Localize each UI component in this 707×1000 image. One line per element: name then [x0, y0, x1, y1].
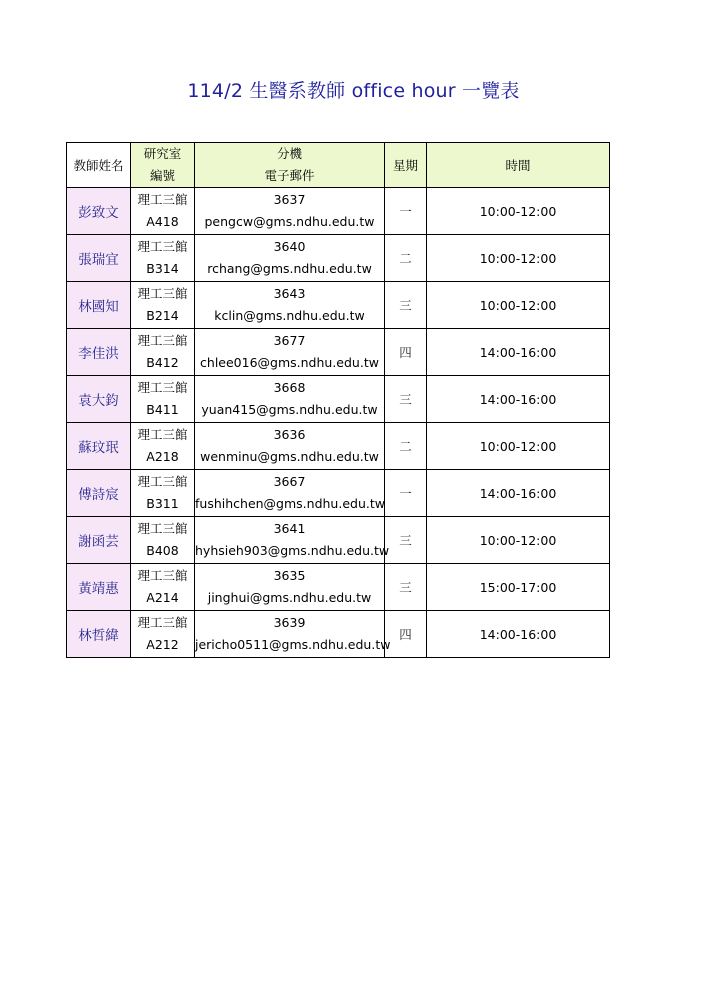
- building-name: 理工三館: [137, 192, 188, 207]
- teacher-name: 傅詩宸: [67, 470, 131, 517]
- time-slot: 10:00-12:00: [427, 282, 610, 329]
- phone-extension: 3641: [273, 521, 306, 536]
- email-address: kclin@gms.ndhu.edu.tw: [214, 308, 365, 323]
- phone-extension: 3635: [273, 568, 306, 583]
- time-slot: 14:00-16:00: [427, 329, 610, 376]
- building-name: 理工三館: [137, 427, 188, 442]
- teacher-name: 袁大鈞: [67, 376, 131, 423]
- table-body: [67, 188, 610, 658]
- teacher-name: 蘇玟珉: [67, 423, 131, 470]
- building-name: 理工三館: [137, 333, 188, 348]
- room-number: A418: [146, 214, 179, 229]
- email-address: yuan415@gms.ndhu.edu.tw: [201, 402, 378, 417]
- table-row: [67, 282, 610, 329]
- phone-extension: 3668: [273, 380, 306, 395]
- table-row: [67, 329, 610, 376]
- contact-cell: [195, 329, 385, 376]
- time-slot: 10:00-12:00: [427, 235, 610, 282]
- building-name: 理工三館: [137, 380, 188, 395]
- contact-cell: [195, 376, 385, 423]
- teacher-name: 黃靖惠: [67, 564, 131, 611]
- weekday: 一: [385, 188, 427, 235]
- email-address: chlee016@gms.ndhu.edu.tw: [200, 355, 379, 370]
- building-name: 理工三館: [137, 239, 188, 254]
- room-number: B214: [146, 308, 179, 323]
- table-row: [67, 470, 610, 517]
- phone-extension: 3640: [273, 239, 306, 254]
- building-name: 理工三館: [137, 286, 188, 301]
- room-number: B314: [146, 261, 179, 276]
- room-number: A212: [146, 637, 179, 652]
- building-name: 理工三館: [137, 615, 188, 630]
- teacher-name: 彭致文: [67, 188, 131, 235]
- room-number: B412: [146, 355, 179, 370]
- table-row: [67, 376, 610, 423]
- weekday: 二: [385, 235, 427, 282]
- office-room-cell: [131, 282, 195, 329]
- teacher-name: 林哲緯: [67, 611, 131, 658]
- table-row: [67, 235, 610, 282]
- weekday: 三: [385, 517, 427, 564]
- phone-extension: 3677: [273, 333, 306, 348]
- office-room-cell: [131, 611, 195, 658]
- time-slot: 14:00-16:00: [427, 611, 610, 658]
- office-room-cell: [131, 376, 195, 423]
- room-number: B411: [146, 402, 179, 417]
- table-row: [67, 564, 610, 611]
- email-address: pengcw@gms.ndhu.edu.tw: [204, 214, 375, 229]
- weekday: 三: [385, 282, 427, 329]
- header-room-line2: 編號: [149, 168, 175, 183]
- room-number: B408: [146, 543, 179, 558]
- table-row: [67, 611, 610, 658]
- teacher-name: 林國知: [67, 282, 131, 329]
- time-slot: 15:00-17:00: [427, 564, 610, 611]
- weekday: 四: [385, 611, 427, 658]
- room-number: A214: [146, 590, 179, 605]
- email-address: jinghui@gms.ndhu.edu.tw: [207, 590, 372, 605]
- weekday: 三: [385, 376, 427, 423]
- header-weekday: 星期: [385, 143, 427, 188]
- teacher-name: 張瑞宜: [67, 235, 131, 282]
- phone-extension: 3667: [273, 474, 306, 489]
- office-room-cell: [131, 517, 195, 564]
- phone-extension: 3637: [273, 192, 306, 207]
- contact-cell: [195, 235, 385, 282]
- contact-cell: [195, 423, 385, 470]
- email-address: hyhsieh903@gms.ndhu.edu.tw: [195, 543, 390, 558]
- header-ext-line1: 分機: [276, 146, 302, 161]
- weekday: 四: [385, 329, 427, 376]
- teacher-name: 謝函芸: [67, 517, 131, 564]
- building-name: 理工三館: [137, 521, 188, 536]
- weekday: 二: [385, 423, 427, 470]
- room-number: A218: [146, 449, 179, 464]
- header-extension-email: [195, 143, 385, 188]
- time-slot: 14:00-16:00: [427, 376, 610, 423]
- table-row: [67, 517, 610, 564]
- contact-cell: [195, 517, 390, 564]
- weekday: 一: [385, 470, 427, 517]
- header-office-room: [131, 143, 195, 188]
- weekday: 三: [385, 564, 427, 611]
- phone-extension: 3636: [273, 427, 306, 442]
- contact-cell: [195, 611, 391, 658]
- table-row: [67, 423, 610, 470]
- time-slot: 10:00-12:00: [427, 188, 610, 235]
- phone-extension: 3639: [273, 615, 306, 630]
- email-address: jericho0511@gms.ndhu.edu.tw: [195, 637, 391, 652]
- room-number: B311: [146, 496, 179, 511]
- office-room-cell: [131, 188, 195, 235]
- header-teacher-name: 教師姓名: [67, 143, 131, 188]
- phone-extension: 3643: [273, 286, 306, 301]
- email-address: fushihchen@gms.ndhu.edu.tw: [195, 496, 385, 511]
- office-room-cell: [131, 329, 195, 376]
- table-row: [67, 188, 610, 235]
- page-title: 114/2 生醫系教師 office hour 一覽表: [187, 80, 520, 102]
- contact-cell: [195, 188, 385, 235]
- office-hour-table: [66, 142, 610, 658]
- contact-cell: [195, 470, 385, 517]
- header-room-line1: 研究室: [143, 146, 182, 161]
- table-header-row: [67, 143, 610, 188]
- contact-cell: [195, 564, 385, 611]
- teacher-name: 李佳洪: [67, 329, 131, 376]
- office-room-cell: [131, 423, 195, 470]
- building-name: 理工三館: [137, 568, 188, 583]
- time-slot: 10:00-12:00: [427, 517, 610, 564]
- email-address: rchang@gms.ndhu.edu.tw: [207, 261, 372, 276]
- time-slot: 10:00-12:00: [427, 423, 610, 470]
- email-address: wenminu@gms.ndhu.edu.tw: [200, 449, 379, 464]
- contact-cell: [195, 282, 385, 329]
- office-room-cell: [131, 564, 195, 611]
- office-room-cell: [131, 470, 195, 517]
- header-time: 時間: [427, 143, 610, 188]
- header-ext-line2: 電子郵件: [264, 168, 315, 183]
- building-name: 理工三館: [137, 474, 188, 489]
- time-slot: 14:00-16:00: [427, 470, 610, 517]
- office-room-cell: [131, 235, 195, 282]
